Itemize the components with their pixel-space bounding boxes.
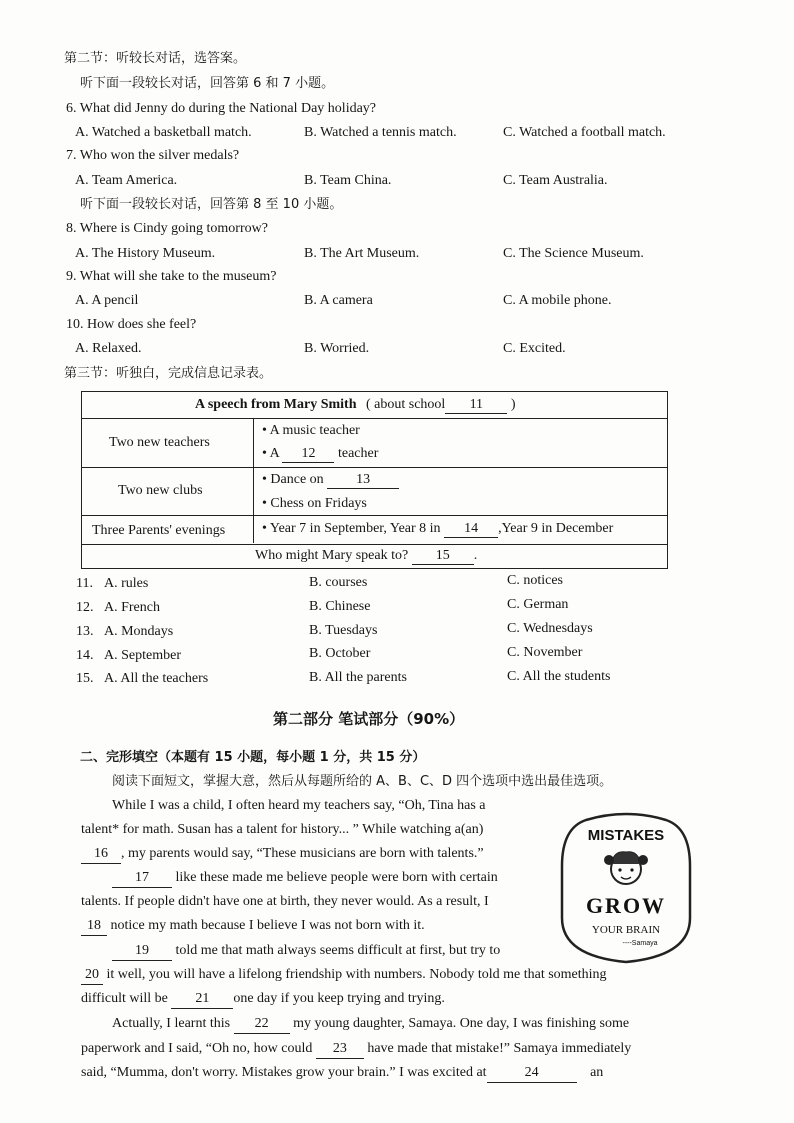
q11-number: 11. <box>76 576 93 591</box>
q10-option-c: C. Excited. <box>503 341 566 356</box>
clubs-line-1-pre: • Dance on <box>262 472 324 487</box>
label-two-new-clubs: Two new clubs <box>118 483 203 498</box>
teachers-line-2-post: teacher <box>337 446 379 461</box>
passage-line-8 <box>81 966 607 985</box>
section2-instruction-2: 听下面一段较长对话，回答第 8 至 10 小题。 <box>80 197 343 212</box>
table-title <box>195 397 516 414</box>
cloze-instruction: 阅读下面短文，掌握大意，然后从每题所给的 A、B、C、D 四个选项中选出最佳选项。 <box>112 774 613 789</box>
passage-line-12 <box>81 1064 603 1083</box>
q15-option-a: A. All the teachers <box>104 671 209 686</box>
question-8: 8. Where is Cindy going tomorrow? <box>66 221 268 236</box>
logo-sub-text: YOUR BRAIN <box>591 924 661 936</box>
passage-line-6 <box>81 917 425 936</box>
passage-line-4-text: like these made me believe people were born with certain <box>175 870 498 885</box>
q13-option-a: A. Mondays <box>104 624 174 639</box>
q14-option-b: B. October <box>309 646 371 661</box>
passage-line-2: talent* for math. Susan has a talent for history... ” While watching a(an) <box>81 822 484 837</box>
q13-option-b: B. Tuesdays <box>309 623 378 638</box>
q15-number: 15. <box>76 671 94 686</box>
passage-line-10-post: my young daughter, Samaya. One day, I was finishing some <box>293 1016 630 1031</box>
blank-17: 17 <box>112 869 172 888</box>
table-title-text: A speech from Mary Smith <box>195 397 357 412</box>
q6-option-b: B. Watched a tennis match. <box>304 125 457 140</box>
table-column-divider <box>253 418 254 543</box>
passage-line-9-pre: difficult will be <box>81 991 168 1006</box>
passage-line-4 <box>112 869 498 888</box>
logo-graphic <box>556 806 696 966</box>
question-9: 9. What will she take to the museum? <box>66 269 277 284</box>
q10-option-a: A. Relaxed. <box>75 341 142 356</box>
blank-11: 11 <box>445 397 507 414</box>
blank-15: 15 <box>412 548 474 565</box>
q14-option-a: A. September <box>104 648 181 663</box>
blank-19: 19 <box>112 942 172 961</box>
table-title-paren: ( about school <box>366 397 446 412</box>
evenings-pre: • Year 7 in September, Year 8 in <box>262 521 441 536</box>
q11-option-c: C. notices <box>507 573 563 588</box>
passage-line-10 <box>112 1015 629 1034</box>
clubs-line-1 <box>262 472 399 489</box>
q7-option-a: A. Team America. <box>75 173 178 188</box>
q13-option-c: C. Wednesdays <box>507 621 593 636</box>
question-10: 10. How does she feel? <box>66 317 197 332</box>
blank-14: 14 <box>444 521 498 538</box>
passage-line-11 <box>81 1040 631 1059</box>
q9-option-c: C. A mobile phone. <box>503 293 612 308</box>
blank-12: 12 <box>282 446 334 463</box>
q9-option-a: A. A pencil <box>75 293 139 308</box>
section2-instruction-1: 听下面一段较长对话，回答第 6 和 7 小题。 <box>80 76 335 91</box>
q10-option-b: B. Worried. <box>304 341 370 356</box>
blank-21: 21 <box>171 990 233 1009</box>
q12-option-c: C. German <box>507 597 569 612</box>
q8-option-c: C. The Science Museum. <box>503 246 644 261</box>
q11-option-a: A. rules <box>104 576 149 591</box>
blank-23: 23 <box>316 1040 364 1059</box>
evenings-post: ,Year 9 in December <box>498 521 614 536</box>
q8-option-b: B. The Art Museum. <box>304 246 420 261</box>
section2-heading: 第二节：听较长对话，选答案。 <box>64 51 247 66</box>
footer-question: Who might Mary speak to? <box>255 548 409 563</box>
part2-title: 第二部分 笔试部分（90%） <box>273 710 465 728</box>
cloze-heading: 二、完形填空（本题有 15 小题，每小题 1 分，共 15 分） <box>80 750 426 765</box>
passage-line-12-post: an <box>590 1065 604 1080</box>
q7-option-b: B. Team China. <box>304 173 392 188</box>
blank-22: 22 <box>234 1015 290 1034</box>
footer-period: . <box>473 548 478 563</box>
q12-number: 12. <box>76 600 94 615</box>
logo-main-text: GROW <box>585 893 667 918</box>
q15-option-b: B. All the parents <box>309 670 407 685</box>
q6-option-a: A. Watched a basketball match. <box>75 125 252 140</box>
passage-line-9-post: one day if you keep trying and trying. <box>233 991 445 1006</box>
label-two-new-teachers: Two new teachers <box>109 435 210 450</box>
passage-line-7 <box>112 942 500 961</box>
teachers-line-1: • A music teacher <box>262 423 360 438</box>
passage-line-9 <box>81 990 445 1009</box>
q8-option-a: A. The History Museum. <box>75 246 216 261</box>
blank-13: 13 <box>327 472 399 489</box>
mistakes-grow-brain-logo <box>556 806 696 966</box>
q15-option-c: C. All the students <box>507 669 611 684</box>
teachers-line-2-pre: • A <box>262 446 279 461</box>
passage-line-11-post: have made that mistake!” Samaya immediately <box>367 1041 632 1056</box>
q12-option-a: A. French <box>104 600 160 615</box>
passage-line-5: talents. If people didn't have one at birth, they never would. As a result, I <box>81 894 489 909</box>
blank-18: 18 <box>81 917 107 936</box>
q13-number: 13. <box>76 624 94 639</box>
q14-number: 14. <box>76 648 94 663</box>
logo-top-text: MISTAKES <box>587 827 665 844</box>
info-record-table <box>81 391 668 569</box>
passage-line-3 <box>81 845 484 864</box>
q9-option-b: B. A camera <box>304 293 373 308</box>
passage-line-3-text: , my parents would say, “These musicians are born with talents.” <box>121 846 484 861</box>
blank-16: 16 <box>81 845 121 864</box>
passage-line-10-pre: Actually, I learnt this <box>112 1016 231 1031</box>
table-title-paren-close: ) <box>510 397 516 412</box>
table-footer <box>255 548 477 565</box>
passage-line-6-text: notice my math because I believe I was not born with it. <box>110 918 425 933</box>
blank-20: 20 <box>81 966 103 985</box>
passage-line-11-pre: paperwork and I said, “Oh no, how could <box>81 1041 313 1056</box>
logo-signature: ----Samaya <box>622 940 658 947</box>
label-three-parents-evenings: Three Parents' evenings <box>92 523 226 538</box>
section3-heading: 第三节：听独白，完成信息记录表。 <box>64 366 273 381</box>
passage-line-12-pre: said, “Mumma, don't worry. Mistakes grow your brain.” I was excited at <box>81 1065 487 1080</box>
q6-option-c: C. Watched a football match. <box>503 125 666 140</box>
q11-option-b: B. courses <box>309 575 368 590</box>
clubs-line-2: • Chess on Fridays <box>262 496 367 511</box>
evenings-line <box>262 521 613 538</box>
q7-option-c: C. Team Australia. <box>503 173 608 188</box>
passage-line-8-text: it well, you will have a lifelong friendship with numbers. Nobody told me that something <box>106 967 607 982</box>
q14-option-c: C. November <box>507 645 583 660</box>
passage-line-1: While I was a child, I often heard my teachers say, “Oh, Tina has a <box>112 798 486 813</box>
question-7: 7. Who won the silver medals? <box>66 148 240 163</box>
teachers-line-2 <box>262 446 378 463</box>
blank-24: 24 <box>487 1064 577 1083</box>
question-6: 6. What did Jenny do during the National Day holiday? <box>66 101 377 116</box>
passage-line-7-text: told me that math always seems difficult at first, but try to <box>175 943 501 958</box>
q12-option-b: B. Chinese <box>309 599 371 614</box>
